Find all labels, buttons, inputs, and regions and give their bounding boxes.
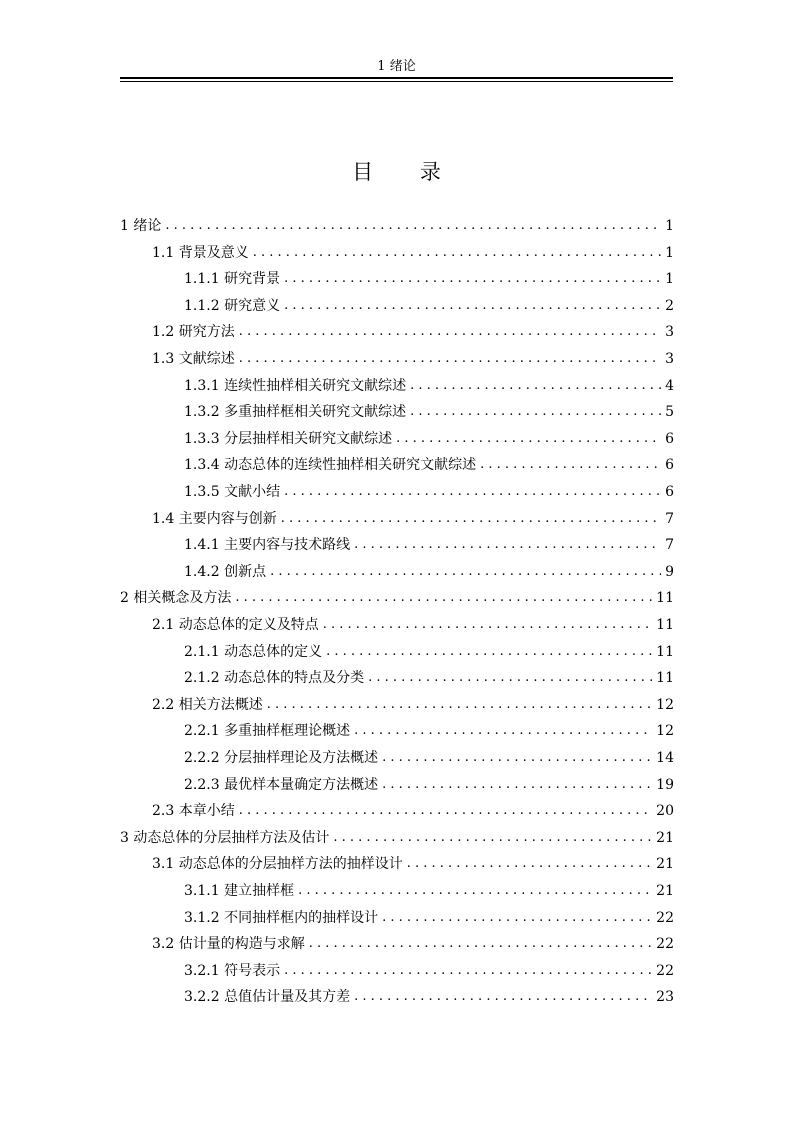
toc-entry[interactable] <box>152 794 674 820</box>
toc-entry-page: 12 <box>656 696 674 713</box>
toc-dot-leader <box>284 297 661 315</box>
toc-entry-page: 23 <box>656 989 674 1006</box>
toc-title: 目 录 <box>352 160 461 184</box>
toc-entry-label: 2.2 相关方法概述 <box>152 696 263 713</box>
toc-dot-leader <box>284 962 653 980</box>
toc-entry[interactable] <box>152 688 674 714</box>
toc-dot-leader <box>298 882 653 900</box>
toc-dot-leader <box>396 430 661 448</box>
toc-entry-label: 1.3.5 文献小结 <box>184 484 281 500</box>
toc-dot-leader <box>309 935 653 953</box>
toc-entry[interactable] <box>184 475 674 501</box>
toc-entry[interactable] <box>184 901 674 927</box>
toc-dot-leader <box>480 456 661 474</box>
toc-entry-label: 2.2.2 分层抽样理论及方法概述 <box>184 750 379 766</box>
toc-entry-label: 1.1.2 研究意义 <box>184 297 281 314</box>
toc-entry-label: 1.3.2 多重抽样框相关研究文献综述 <box>184 404 407 421</box>
toc-entry[interactable] <box>120 581 674 607</box>
toc-entry-page: 3 <box>665 324 674 341</box>
toc-entry[interactable] <box>184 262 674 288</box>
toc-entry-label: 3.2.2 总值估计量及其方差 <box>184 989 351 1006</box>
toc-entry-label: 1.3.3 分层抽样相关研究文献综述 <box>184 430 393 447</box>
toc-dot-leader <box>333 829 653 847</box>
toc-entry[interactable] <box>184 448 674 474</box>
toc-entry-label: 1.2 研究方法 <box>152 324 235 341</box>
toc-entry-label: 1.3.4 动态总体的连续性抽样相关研究文献综述 <box>184 457 477 474</box>
toc-entry[interactable] <box>152 236 674 262</box>
toc-entry-page: 21 <box>656 856 674 873</box>
toc-dot-leader <box>382 776 653 794</box>
toc-dot-leader <box>407 855 653 873</box>
toc-dot-leader <box>270 563 661 581</box>
toc-entry[interactable] <box>184 714 674 740</box>
toc-dot-leader <box>253 244 661 262</box>
toc-dot-leader <box>326 643 653 661</box>
toc-dot-leader <box>235 589 653 607</box>
toc-dot-leader <box>165 217 661 235</box>
toc-dot-leader <box>239 350 661 368</box>
toc-entry-page: 12 <box>656 723 674 740</box>
toc-dot-leader <box>410 403 661 421</box>
toc-entry-page: 7 <box>665 510 674 527</box>
header-rule-thick <box>120 77 673 79</box>
toc-entry-label: 3.1 动态总体的分层抽样方法的抽样设计 <box>152 856 403 873</box>
toc-dot-leader <box>382 749 653 767</box>
toc-entry[interactable] <box>152 315 674 341</box>
toc-entry-label: 2.2.1 多重抽样框理论概述 <box>184 723 351 740</box>
toc-entry[interactable] <box>152 608 674 634</box>
toc-dot-leader <box>410 377 661 395</box>
toc-dot-leader <box>284 483 661 501</box>
toc-entry-label: 1.3.1 连续性抽样相关研究文献综述 <box>184 377 407 394</box>
toc-dot-leader <box>382 909 653 927</box>
toc-entry[interactable] <box>184 874 674 900</box>
toc-entry[interactable] <box>152 847 674 873</box>
toc-entry-page: 7 <box>665 537 674 554</box>
toc-entry-label: 2.3 本章小结 <box>152 803 235 820</box>
toc-entry-page: 4 <box>665 377 674 394</box>
toc-entry-label: 3.1.2 不同抽样框内的抽样设计 <box>184 909 379 926</box>
running-header: 1 绪论 <box>377 59 416 74</box>
toc-entry-page: 11 <box>656 643 674 660</box>
toc-entry[interactable] <box>184 954 674 980</box>
toc-entry[interactable] <box>184 635 674 661</box>
toc-entry-label: 2.1 动态总体的定义及特点 <box>152 617 319 633</box>
toc-dot-leader <box>354 988 653 1006</box>
toc-entry-page: 5 <box>665 404 674 421</box>
toc-entry[interactable] <box>184 289 674 315</box>
toc-entry-label: 1.4.2 创新点 <box>184 563 267 580</box>
toc-entry-page: 11 <box>656 590 674 607</box>
toc-entry-page: 2 <box>665 297 674 314</box>
toc-entry-page: 6 <box>665 457 674 474</box>
toc-entry-page: 6 <box>665 430 674 447</box>
toc-entry-label: 3.1.1 建立抽样框 <box>184 883 295 899</box>
toc-entry[interactable] <box>184 555 674 581</box>
toc-entry-page: 22 <box>656 962 674 979</box>
toc-entry-page: 1 <box>665 218 674 234</box>
toc-entry-label: 1.3 文献综述 <box>152 351 235 367</box>
toc-dot-leader <box>267 696 653 714</box>
toc-entry-label: 3 动态总体的分层抽样方法及估计 <box>120 829 330 846</box>
toc-entry-label: 2 相关概念及方法 <box>120 590 232 607</box>
toc-entry[interactable] <box>152 342 674 368</box>
toc-entry-page: 22 <box>656 936 674 953</box>
toc-dot-leader <box>354 536 661 554</box>
toc-entry-label: 2.2.3 最优样本量确定方法概述 <box>184 776 379 793</box>
toc-dot-leader <box>354 722 653 740</box>
toc-entry[interactable] <box>184 661 674 687</box>
toc-entry[interactable] <box>120 209 674 235</box>
toc-entry-label: 1.1.1 研究背景 <box>184 271 281 288</box>
toc-dot-leader <box>284 270 661 288</box>
toc-entry-label: 1.4.1 主要内容与技术路线 <box>184 537 351 554</box>
toc-entry-page: 11 <box>656 617 674 633</box>
toc-entry-label: 1.1 背景及意义 <box>152 244 249 261</box>
toc-entry-page: 20 <box>656 803 674 820</box>
toc-entry-label: 1.4 主要内容与创新 <box>152 510 277 527</box>
toc-dot-leader <box>323 616 653 634</box>
toc-entry[interactable] <box>152 927 674 953</box>
toc-entry-page: 19 <box>656 776 674 793</box>
toc-entry[interactable] <box>184 528 674 554</box>
toc-entry-label: 2.1.1 动态总体的定义 <box>184 643 323 660</box>
toc-entry-label: 3.2.1 符号表示 <box>184 962 281 979</box>
toc-dot-leader <box>239 323 661 341</box>
toc-entry-page: 21 <box>656 883 674 899</box>
toc-entry-page: 6 <box>665 484 674 500</box>
toc-entry[interactable] <box>120 821 674 847</box>
toc-entry[interactable] <box>184 980 674 1006</box>
toc-entry[interactable] <box>184 395 674 421</box>
toc-entry-page: 3 <box>665 351 674 367</box>
toc-entry-page: 14 <box>656 750 674 766</box>
toc-entry[interactable] <box>184 768 674 794</box>
toc-entry-page: 9 <box>665 563 674 580</box>
toc-entry-page: 22 <box>656 909 674 926</box>
toc-dot-leader <box>239 802 653 820</box>
toc-entry-page: 11 <box>656 670 674 687</box>
header-rule-thin <box>120 81 673 82</box>
toc-dot-leader <box>368 669 653 687</box>
toc-entry-label: 2.1.2 动态总体的特点及分类 <box>184 670 365 687</box>
toc-entry[interactable] <box>184 422 674 448</box>
toc-entry[interactable] <box>152 502 674 528</box>
toc-entry-page: 1 <box>665 244 674 261</box>
toc-entry[interactable] <box>184 369 674 395</box>
toc-entry-page: 1 <box>665 271 674 288</box>
toc-entry-label: 1 绪论 <box>120 218 162 234</box>
toc-entry[interactable] <box>184 741 674 767</box>
toc-dot-leader <box>281 510 661 528</box>
toc-entry-label: 3.2 估计量的构造与求解 <box>152 936 305 953</box>
toc-entry-page: 21 <box>656 829 674 846</box>
